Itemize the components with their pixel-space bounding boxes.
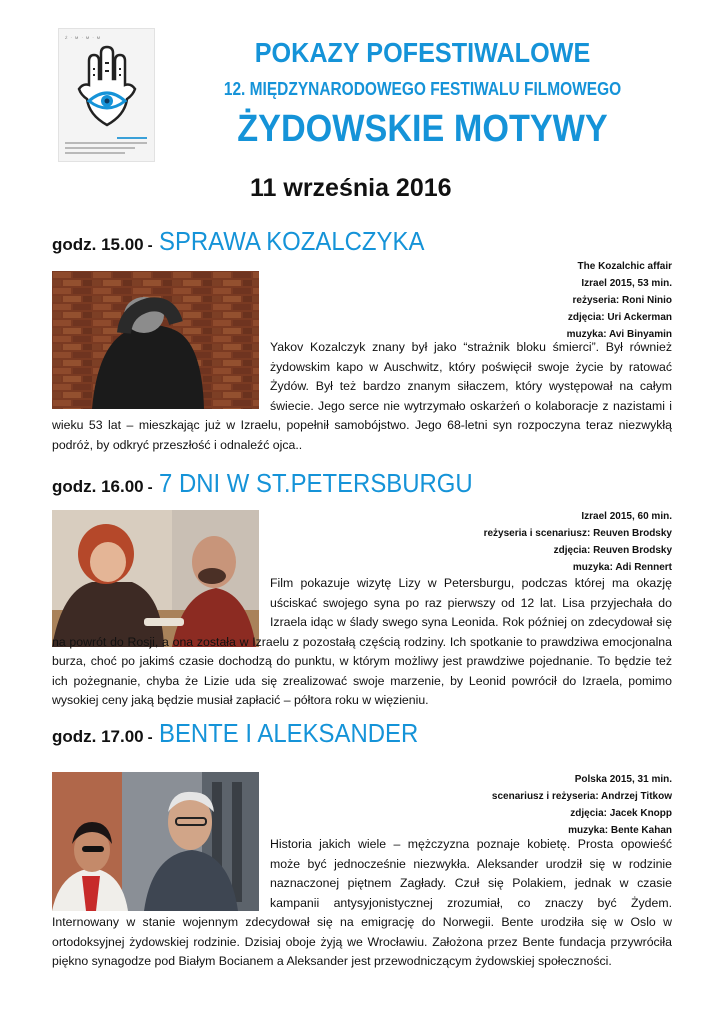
film-3-credit: zdjęcia: Jacek Knopp bbox=[570, 808, 672, 819]
film-3-time: godz. 17.00 bbox=[52, 727, 144, 746]
film-2-credit: muzyka: Adi Rennert bbox=[572, 562, 672, 573]
hamsa-eye-icon bbox=[75, 45, 139, 129]
film-2-description-text: Film pokazuje wizytę Lizy w Petersburgu, podczas której ma okazję uściskać swojego syna po raz pierwszy od 12 lat. Lisa przyjechała do Izraela idąc w ślady swego syna Leonida. Rok później on zdecydował się na powrót do Rosji, a ona została w Izraelu z pozostałą częścią rodziny. Ich spotkanie to prawdziwa emocjonalna burza, choć po jakimś czasie dochodzą do punktu, w którym możliwy jest prawdziwe pojednanie. To będzie też ich pożegnanie, chyba że Lizie uda się zrealizować swoje marzenie, by Leonid powrócił do Izraela, pomimo wysokiej ceny jaką będzie musiał zapłacić – półtora roku w więzieniu. bbox=[52, 576, 672, 707]
film-1-description bbox=[52, 338, 672, 455]
film-1-title: SPRAWA KOZALCZYKA bbox=[158, 226, 425, 256]
film-2-description bbox=[52, 574, 672, 711]
film-3-credits bbox=[492, 771, 672, 839]
film-1-credit: zdjęcia: Uri Ackerman bbox=[567, 312, 672, 323]
film-3-description-text: Historia jakich wiele – mężczyzna poznaje kobietę. Prosta opowieść może być jednocześnie niezwykła. Aleksander urodził się w rodzinie naznaczonej piętnem Zagłady. Czuł się Polakiem, jednak w czasie kampanii antysyjonistycznej zrozumiał, co znaczy być Żydem. Internowany w stanie wojennym zdecydował się na emigrację do Norwegii. Bente urodziła się w Oslo w ortodoksyjnej żydowskiej rodzinie. Dzisiaj oboje żyją we Wrocławiu. Założona przez Bente fundacja przywróciła piękno synagodze pod Białym Bocianem a Aleksander jest przewodniczącym żydowskiej społeczności. bbox=[52, 837, 672, 968]
film-1-time: godz. 15.00 bbox=[52, 235, 144, 254]
film-3-heading bbox=[52, 718, 440, 749]
film-2-credit: reżyseria i scenariusz: Reuven Brodsky bbox=[483, 528, 672, 539]
film-2-credit: zdjęcia: Reuven Brodsky bbox=[553, 545, 672, 556]
film-2-time: godz. 16.00 bbox=[52, 477, 144, 496]
poster-brand: Ż · M · M · M bbox=[65, 35, 102, 40]
film-3-description bbox=[52, 835, 672, 972]
header-line-1: POKAZY POFESTIWALOWE bbox=[254, 37, 591, 68]
header-line-2: 12. MIĘDZYNARODOWEGO FESTIWALU FILMOWEGO bbox=[223, 79, 622, 99]
film-2-dash: - bbox=[147, 479, 153, 496]
film-3-credit: Polska 2015, 31 min. bbox=[574, 774, 672, 785]
film-3-credit: muzyka: Bente Kahan bbox=[568, 825, 672, 836]
film-1-heading bbox=[52, 226, 447, 257]
film-2-title: 7 DNI W ST.PETERSBURGU bbox=[158, 468, 473, 498]
film-3-title: BENTE I ALEKSANDER bbox=[158, 718, 418, 748]
film-1-credit: reżyseria: Roni Ninio bbox=[572, 295, 672, 306]
film-3-credit: scenariusz i reżyseria: Andrzej Titkow bbox=[491, 791, 672, 802]
film-2-heading bbox=[52, 468, 500, 499]
poster-text-lines bbox=[65, 137, 147, 157]
header-line-3: ŻYDOWSKIE MOTYWY bbox=[237, 108, 608, 150]
film-2-credit: Izrael 2015, 60 min. bbox=[581, 511, 672, 522]
screening-date: 11 września 2016 bbox=[250, 174, 452, 202]
film-1-credit: The Kozalchic affair bbox=[577, 261, 672, 272]
film-1-credit: Izrael 2015, 53 min. bbox=[581, 278, 672, 289]
festival-poster bbox=[58, 28, 155, 162]
film-1-description-text: Yakov Kozalczyk znany był jako “strażnik bloku śmierci”. Był również żydowskim kapo w Auschwitz, który poświęcił swoje życie by ratować Żydów. Był też bardzo znanym siłaczem, który występował na całym świecie. Jego serce nie wytrzymało oskarżeń o kolaboracje z nazistami i wieku 53 lat – mieszkając już w Izraelu, popełnił samobójstwo. Jego 68-letni syn rozpoczyna teraz niezwykłą podróż, by odkryć przeszłość i odnaleźć ojca.. bbox=[52, 340, 672, 452]
film-1-credit: muzyka: Avi Binyamin bbox=[566, 329, 672, 340]
film-1-dash: - bbox=[147, 237, 153, 254]
film-2-credits bbox=[484, 508, 672, 576]
film-3-dash: - bbox=[147, 729, 153, 746]
film-1-credits bbox=[567, 258, 672, 343]
